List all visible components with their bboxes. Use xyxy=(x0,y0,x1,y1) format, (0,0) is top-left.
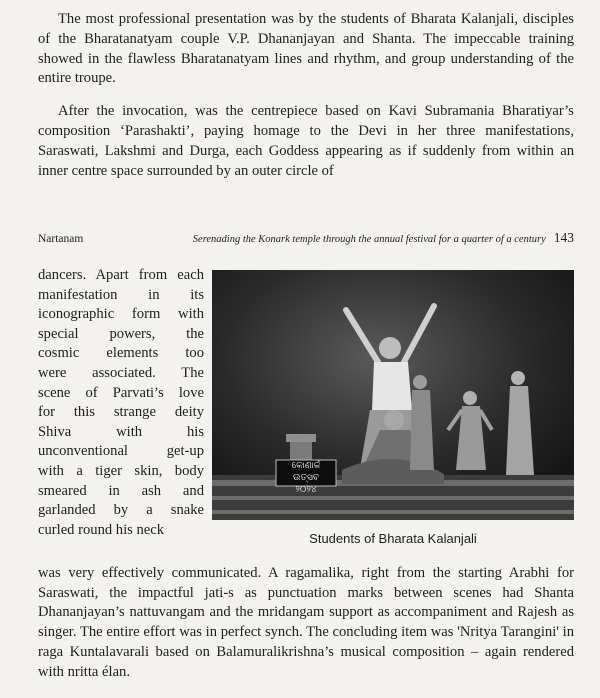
wrapped-text-column xyxy=(38,266,204,540)
text-line: smeared in ash and xyxy=(38,482,204,499)
festival-banner-text xyxy=(278,460,334,496)
top-text-block xyxy=(38,10,574,181)
dance-photo xyxy=(212,270,574,520)
paragraph-performance-intro: The most professional presentation was by the students of Bharata Kalanjali, disciples of the Bharatanatyam couple V.P. Dhananjayan and Shanta. The impeccable training showed in the flawless Bharatanatyam lines and rhythm, and group understanding of the entire troupe. xyxy=(38,11,574,87)
text-line: unconventional get-up xyxy=(38,443,204,460)
text-line: garlanded by a snake xyxy=(38,502,204,519)
text-line: special powers, the xyxy=(38,325,204,342)
text-line: Shiva with his xyxy=(38,423,204,440)
page-number: 143 xyxy=(553,230,574,245)
paragraph-parashakti: After the invocation, was the centrepiece based on Kavi Subramania Bharatiyar’s composition ‘Parashakti’, paying homage to the Devi in her three manifestations, Saraswati, Lakshmi and Durga, each Goddess appearing as if suddenly from within an inner centre space surrounded by an outer circle of xyxy=(38,103,574,179)
publication-name: Nartanam xyxy=(38,233,84,245)
banner-year: ୨୦୨୪ xyxy=(295,485,317,495)
text-line: scene of Parvati’s love xyxy=(38,384,204,401)
text-line: dancers. Apart from each xyxy=(38,267,204,283)
text-line: manifestation in its xyxy=(38,286,204,303)
text-line: with a tiger skin, body xyxy=(38,462,204,479)
text-line: curled round his neck xyxy=(38,521,165,538)
photo-caption: Students of Bharata Kalanjali xyxy=(309,531,477,546)
paragraph-ragamalika: was very effectively communicated. A ragamalika, right from the starting Arabhi for Saraswati, the impactful jati-s as punctuation marks between scenes had Shanta Dhananjayan’s nattuvangam and the mridangam support as accompaniment and Rajesh as singer. The entire effort was in perfect synch. The concluding item was 'Nritya Tarangini' in raga Kuntalavarali based on Balamuralikrishna’s musical composition – again rendered with nritta élan. xyxy=(38,565,574,680)
text-line: cosmic elements too xyxy=(38,345,204,362)
text-line: for this strange deity xyxy=(38,404,204,421)
article-title: Serenading the Konark temple through the annual festival for a quarter of a century xyxy=(192,234,546,245)
dance-photo-illustration xyxy=(212,270,574,520)
banner-title: କୋଣାର୍କ ଉତ୍ସବ xyxy=(291,461,321,483)
text-line: iconographic form with xyxy=(38,306,204,323)
running-header xyxy=(38,230,574,248)
text-line: were associated. The xyxy=(38,364,204,381)
